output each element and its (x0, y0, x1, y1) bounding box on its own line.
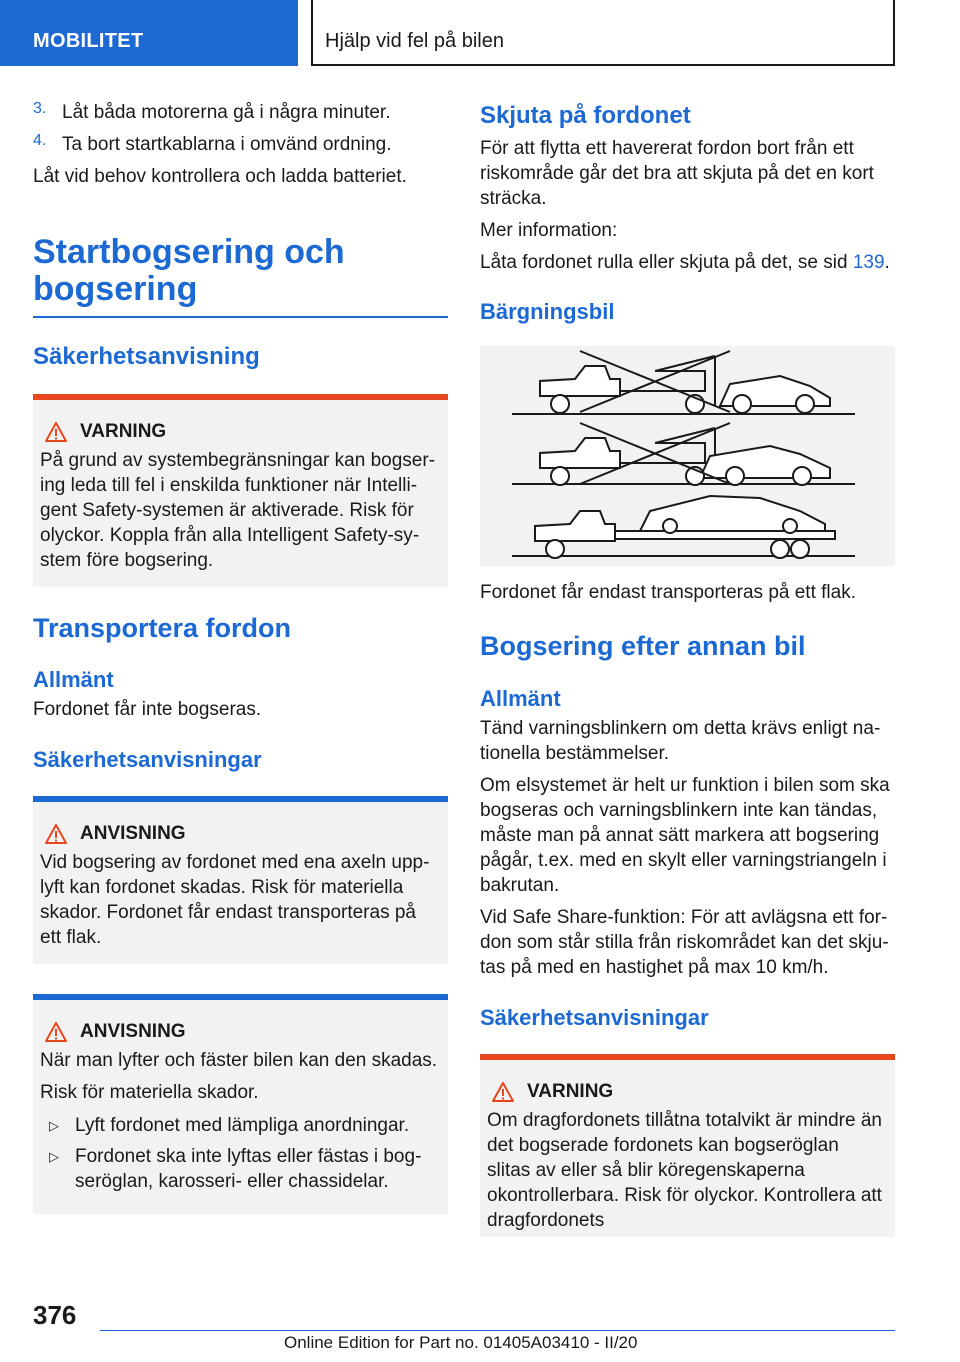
warning-triangle-icon (45, 422, 67, 442)
warning-triangle-icon (45, 824, 67, 844)
list-item-text: Fordonet ska inte lyftas eller fästas i bogseröglan, karosseri- eller chassidelar. (75, 1146, 422, 1192)
notice-title: ANVISNING (80, 823, 186, 844)
notice-text: När man lyfter och fäster bilen kan den skadas. (40, 1050, 438, 1071)
bullet-list (40, 1113, 440, 1194)
footer-divider (100, 1330, 895, 1331)
notice-bar (33, 994, 448, 1000)
footer-edition: Online Edition for Part no. 01405A03410 - II/20 (284, 1333, 638, 1352)
left-column (33, 100, 448, 1214)
step-item (33, 132, 448, 157)
chapter-title: Hjälp vid fel på bilen (311, 0, 895, 66)
heading-tow-other: Bogsering efter annan bil (480, 631, 806, 661)
paragraph: Fordonet får inte bogseras. (33, 699, 262, 720)
step-number: 3. (33, 100, 47, 117)
right-column (480, 100, 895, 1237)
step-number: 4. (33, 132, 47, 149)
cross-ref-text: Låta fordonet rulla eller skjuta på det, se sid (480, 252, 853, 273)
paragraph: Låt vid behov kontrollera och ladda batteriet. (33, 166, 407, 187)
warning-box (480, 1054, 895, 1237)
warning-title: VARNING (527, 1081, 614, 1102)
notice-box (33, 994, 448, 1214)
warning-triangle-icon (45, 1022, 67, 1042)
warning-text: På grund av systembegränsningar kan bogsering leda till fel i enskilda funktioner när Intelligent Safety-systemen är aktiverade. Risk för olyckor. Koppla från alla Intelligent Safety-system före bogsering. (40, 450, 436, 571)
heading-tow-truck: Bärgningsbil (480, 299, 615, 324)
triangle-bullet-icon: ▷ (49, 1118, 59, 1133)
step-text: Låt båda motorerna gå i några minuter. (62, 102, 391, 123)
paragraph (480, 250, 895, 275)
list-item (40, 1113, 440, 1138)
heading-push: Skjuta på fordonet (480, 102, 691, 129)
notice-title: ANVISNING (80, 1021, 186, 1042)
paragraph: För att flytta ett havererat fordon bort från ett riskområde går det bra att skjuta på det en kort sträcka. (480, 138, 874, 209)
heading-general: Allmänt (480, 686, 561, 711)
heading-startbogsering: Startbogsering och bogsering (33, 234, 448, 318)
notice-text: Vid bogsering av fordonet med ena axeln upplyft kan fordonet skadas. Risk för materiella skador. Fordonet får endast transporteras på ett flak. (40, 852, 430, 948)
notice-text: Risk för materiella skador. (40, 1082, 259, 1103)
warning-bar (33, 394, 448, 400)
warning-bar (480, 1054, 895, 1060)
heading-transport: Transportera fordon (33, 613, 292, 643)
notice-box (33, 796, 448, 964)
warning-triangle-icon (492, 1082, 514, 1102)
step-item (33, 100, 448, 125)
paragraph: Mer information: (480, 220, 618, 241)
paragraph: Vid Safe Share-funktion: För att avlägsna ett fordon som står stilla från riskområdet kan det skjutas på med en hastighet på max 10 km/h. (480, 907, 889, 978)
warning-title: VARNING (80, 421, 167, 442)
warning-box (33, 394, 448, 587)
notice-bar (33, 796, 448, 802)
list-item (40, 1144, 440, 1194)
section-tab: MOBILITET (0, 0, 298, 66)
paragraph: Tänd varningsblinkern om detta krävs enligt nationella bestämmelser. (480, 718, 881, 764)
heading-safety: Säkerhetsanvisning (33, 343, 260, 370)
heading-safety-instructions: Säkerhetsanvisningar (480, 1005, 709, 1030)
page-link[interactable]: 139 (852, 252, 885, 273)
towing-figure (480, 346, 895, 566)
cross-ref-end: . (884, 252, 890, 273)
page-number: 376 (33, 1300, 77, 1330)
warning-text: Om dragfordonets tillåtna totalvikt är mindre än det bogserade fordonets kan bogseröglan slitas av eller så blir köregenskaperna okontrollerbara. Risk för olyckor. Kontrollera att dragfordonets (487, 1110, 882, 1231)
heading-safety-instructions: Säkerhetsanvisningar (33, 747, 262, 772)
triangle-bullet-icon: ▷ (49, 1149, 59, 1164)
heading-general: Allmänt (33, 667, 114, 692)
list-item-text: Lyft fordonet med lämpliga anordningar. (75, 1115, 410, 1136)
step-text: Ta bort startkablarna i omvänd ordning. (62, 134, 392, 155)
paragraph: Om elsystemet är helt ur funktion i bilen som ska bogseras och varningsblinkern inte kan tändas, måste man på annat sätt markera att bogsering pågår, t.ex. med en skylt eller varningstriangeln i bakrutan. (480, 775, 890, 896)
figure-caption: Fordonet får endast transporteras på ett flak. (480, 582, 856, 603)
tow-truck-illustration (480, 346, 895, 566)
